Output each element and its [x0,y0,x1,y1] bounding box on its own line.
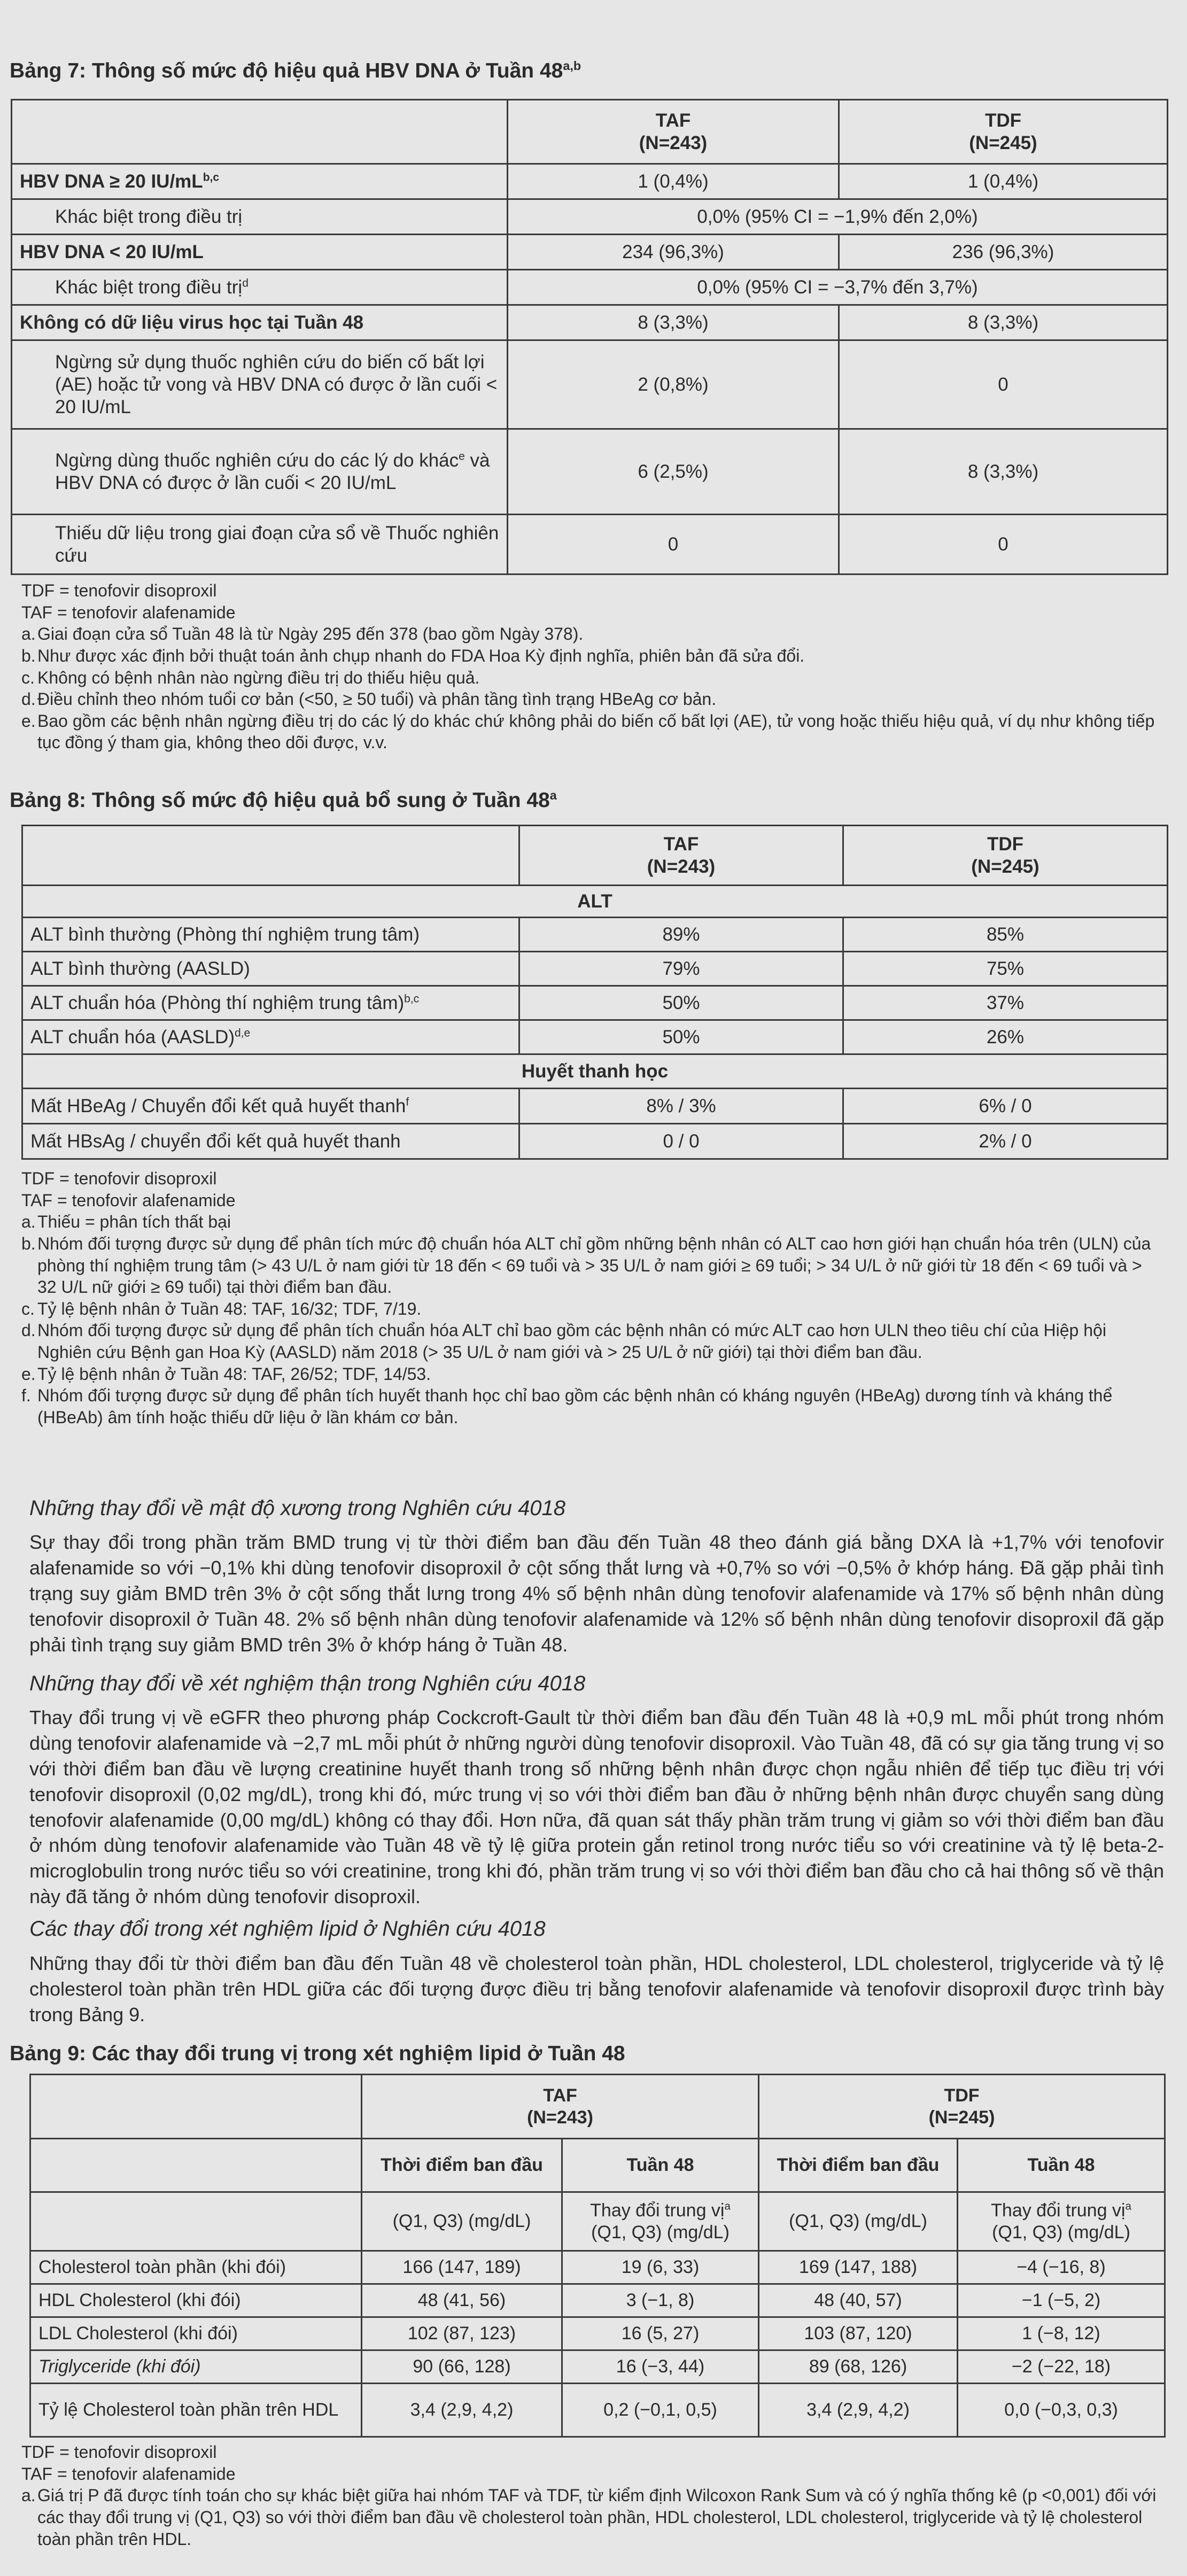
table7-notes: TDF = tenofovir disoproxil TAF = tenofovir alafenamide a. Giai đoạn cửa sổ Tuần 48 là từ Ngày 295 đến 378 (bao gồm Ngày 378). b. Như được xác định bởi thuật toán ảnh chụp nhanh do FDA Hoa Kỳ định nghĩa, phiên bản đã sửa đổi. c. Không có bệnh nhân nào ngừng điều trị do thiếu hiệu quả. d. Điều chỉnh theo nhóm tuổi cơ bản (<50, ≥ 50 tuổi) và phân tầng tình trạng HBeAg cơ bản. e. Bao gồm các bệnh nhân ngừng điều trị do các lý do khác chứ không phải do biến cố bất lợi (AE), tử vong hoặc thiếu hiệu quả, ví dụ như không tiếp tục đồng ý tham gia, không theo dõi được, v.v. [21,580,1165,754]
footnote: d. Điều chỉnh theo nhóm tuổi cơ bản (<50, ≥ 50 tuổi) và phân tầng tình trạng HBeAg cơ bản. [21,689,717,709]
table8 [21,825,1168,1160]
table-row: HDL Cholesterol (khi đói) 48 (41, 56) 3 (−1, 8) 48 (40, 57) −1 (−5, 2) [30,2284,1165,2317]
table9-header-row-3: (Q1, Q3) (mg/dL) Thay đổi trung vị$^a$ (Q1, Q3) (mg/dL) (Q1, Q3) (mg/dL) Thay đổi trung vị$^a$ (Q1, Q3) (mg/dL) [30,2192,1165,2251]
footnote: a. Giá trị P đã được tính toán cho sự khác biệt giữa hai nhóm TAF và TDF, từ kiểm định Wilcoxon Rank Sum và có ý nghĩa thống kê (p <0,001) đối với các thay đổi trung vị (Q1, Q3) so với thời điểm ban đầu về cholesterol toàn phần, HDL cholesterol, LDL cholesterol, triglyceride và tỷ lệ cholesterol toàn phần trên HDL. [21,2486,1157,2549]
table-row: ALT bình thường (AASLD) 79% 75% [22,952,1168,986]
renal-paragraph: Thay đổi trung vị về eGFR theo phương pháp Cockcroft-Gault từ thời điểm ban đầu đến Tuần 48 là +0,9 mL mỗi phút trong nhóm dùng tenofovir alafenamide và −2,7 mL mỗi phút ở những người dùng tenofovir disoproxil. Vào Tuần 48, đã có sự gia tăng trung vị so với thời điểm ban đầu về lượng creatinine huyết thanh trong số những bệnh nhân được chọn ngẫu nhiên để tiếp tục điều trị với tenofovir disoproxil (0,02 mg/dL), trong khi đó, mức trung vị so với thời điểm ban đầu ở những bệnh nhân được chuyển sang dùng tenofovir alafenamide (0,00 mg/dL) không có thay đổi. Hơn nữa, đã quan sát thấy phần trăm trung vị giảm so với thời điểm ban đầu ở nhóm dùng tenofovir alafenamide vào Tuần 48 về tỷ lệ giữa protein gắn retinol trong nước tiểu so với creatinine và tỷ lệ beta-2-microglobulin trong nước tiểu so với creatinine, trong khi đó, phần trăm trung vị so với thời điểm ban đầu cho cả hai thông số về thận này đã tăng ở nhóm dùng tenofovir disoproxil. [29,1706,1164,1908]
footnote: f. Nhóm đối tượng được sử dụng để phân tích huyết thanh học chỉ bao gồm các bệnh nhân có kháng nguyên (HBeAg) dương tính và kháng thể (HBeAb) âm tính hoặc thiếu dữ liệu ở lần khám cơ bản. [21,1386,1113,1427]
table9 [29,2074,1166,2438]
table7-title: Bảng 7: Thông số mức độ hiệu quả HBV DNA ở Tuần 48$^{a,b}$ [10,59,581,82]
footnote: e. Tỷ lệ bệnh nhân ở Tuần 48: TAF, 26/52; TDF, 14/53. [21,1364,431,1384]
table7-header-row [12,100,1168,164]
table8-section-serology: Huyết thanh học [22,1054,1168,1089]
footnote: e. Bao gồm các bệnh nhân ngừng điều trị do các lý do khác chứ không phải do biến cố bất lợi (AE), tử vong hoặc thiếu hiệu quả, ví dụ như không tiếp tục đồng ý tham gia, không theo dõi được, v.v. [21,711,1155,752]
table7 [11,99,1168,575]
footnote: b. Nhóm đối tượng được sử dụng để phân tích mức độ chuẩn hóa ALT chỉ gồm những bệnh nhân có ALT cao hơn giới hạn chuẩn hóa trên (ULN) của phòng thí nghiệm trung tâm (> 43 U/L ở nam giới từ 18 đến < 69 tuổi và > 35 U/L ở nam giới ≥ 69 tuổi; > 34 U/L ở nữ giới từ 18 đến < 69 tuổi và > 32 U/L nữ giới ≥ 69 tuổi) tại thời điểm ban đầu. [21,1233,1151,1297]
table9-header-row-2: Thời điểm ban đầu Tuần 48 Thời điểm ban đầu Tuần 48 [30,2139,1165,2192]
table-row: LDL Cholesterol (khi đói) 102 (87, 123) 16 (5, 27) 103 (87, 120) 1 (−8, 12) [30,2317,1165,2350]
footnote: a. Thiếu = phân tích thất bại [21,1212,231,1232]
lipid-heading: Các thay đổi trong xét nghiệm lipid ở Nghiên cứu 4018 [29,1917,546,1941]
table-row: ALT chuẩn hóa (AASLD)$^{d,e}$ 50% 26% [22,1020,1168,1054]
footnote: a. Giai đoạn cửa sổ Tuần 48 là từ Ngày 295 đến 378 (bao gồm Ngày 378). [21,624,584,644]
table-row: Mất HBeAg / Chuyển đổi kết quả huyết thanh$^f$ 8% / 3% 6% / 0 [22,1089,1168,1124]
table8-header-row: TAF (N=243) TDF (N=245) [22,826,1168,886]
table-row: Không có dữ liệu virus học tại Tuần 48 8 (3,3%) 8 (3,3%) [12,305,1168,340]
lipid-paragraph: Những thay đổi từ thời điểm ban đầu đến Tuần 48 về cholesterol toàn phần, HDL cholesterol, LDL cholesterol, triglyceride và tỷ lệ cholesterol toàn phần trên HDL giữa các đối tượng được điều trị bằng tenofovir alafenamide và tenofovir disoproxil được trình bày trong Bảng 9. [29,1952,1164,2026]
table8-section-alt: ALT [22,886,1168,918]
table-row: Thiếu dữ liệu trong giai đoạn cửa sổ về Thuốc nghiên cứu 0 0 [12,515,1168,575]
table-row: Khác biệt trong điều trị$^d$ 0,0% (95% CI = −3,7% đến 3,7%) [12,270,1168,305]
footnote: d. Nhóm đối tượng được sử dụng để phân tích chuẩn hóa ALT chỉ bao gồm các bệnh nhân có mức ALT cao hơn ULN theo tiêu chí của Hiệp hội Nghiên cứu Bệnh gan Hoa Kỳ (AASLD) năm 2018 (> 35 U/L ở nam giới và > 25 U/L ở nữ giới) tại thời điểm ban đầu. [21,1321,1106,1362]
table-row: Cholesterol toàn phần (khi đói) 166 (147, 189) 19 (6, 33) 169 (147, 188) −4 (−16, 8) [30,2251,1165,2284]
table-row: HBV DNA ≥ 20 IU/mL$^{b,c}$ 1 (0,4%) 1 (0,4%) [12,164,1168,199]
table9-title: Bảng 9: Các thay đổi trung vị trong xét nghiệm lipid ở Tuần 48 [10,2042,625,2065]
table7-col-taf: TAF (N=243) [508,100,839,164]
footnote: b. Như được xác định bởi thuật toán ảnh chụp nhanh do FDA Hoa Kỳ định nghĩa, phiên bản đã sửa đổi. [21,646,805,665]
table9-notes: TDF = tenofovir disoproxil TAF = tenofovir alafenamide a. Giá trị P đã được tính toán cho sự khác biệt giữa hai nhóm TAF và TDF, từ kiểm định Wilcoxon Rank Sum và có ý nghĩa thống kê (p <0,001) đối với các thay đổi trung vị (Q1, Q3) so với thời điểm ban đầu về cholesterol toàn phần, HDL cholesterol, LDL cholesterol, triglyceride và tỷ lệ cholesterol toàn phần trên HDL. [21,2441,1165,2550]
renal-heading: Những thay đổi về xét nghiệm thận trong Nghiên cứu 4018 [29,1672,586,1695]
table7-col-tdf: TDF (N=245) [839,100,1168,164]
bmd-heading: Những thay đổi về mật độ xương trong Nghiên cứu 4018 [29,1496,566,1520]
table-row: HBV DNA < 20 IU/mL 234 (96,3%) 236 (96,3%) [12,235,1168,270]
table-row: Khác biệt trong điều trị 0,0% (95% CI = −1,9% đến 2,0%) [12,199,1168,235]
table8-title: Bảng 8: Thông số mức độ hiệu quả bổ sung ở Tuần 48$^a$ [10,788,557,812]
footnote: c. Không có bệnh nhân nào ngừng điều trị do thiếu hiệu quả. [21,668,480,687]
table-row: ALT chuẩn hóa (Phòng thí nghiệm trung tâm)$^{b,c}$ 50% 37% [22,986,1168,1020]
bmd-paragraph: Sự thay đổi trong phần trăm BMD trung vị từ thời điểm ban đầu đến Tuần 48 theo đánh giá bằng DXA là +1,7% với tenofovir alafenamide so với −0,1% khi dùng tenofovir disoproxil ở cột sống thắt lưng và +0,7% so với −0,5% ở khớp háng. Đã gặp phải tình trạng suy giảm BMD trên 3% ở cột sống thắt lưng trong 4% số bệnh nhân dùng tenofovir alafenamide và 17% số bệnh nhân dùng tenofovir disoproxil ở Tuần 48. 2% số bệnh nhân dùng tenofovir alafenamide và 12% số bệnh nhân dùng tenofovir disoproxil đã gặp phải tình trạng suy giảm BMD trên 3% ở khớp háng ở Tuần 48. [29,1531,1164,1656]
table-row: Triglyceride (khi đói) 90 (66, 128) 16 (−3, 44) 89 (68, 126) −2 (−22, 18) [30,2350,1165,2384]
table9-header-row-1: TAF (N=243) TDF (N=245) [30,2075,1165,2139]
table-row: ALT bình thường (Phòng thí nghiệm trung tâm) 89% 85% [22,918,1168,952]
table8-notes: TDF = tenofovir disoproxil TAF = tenofovir alafenamide a. Thiếu = phân tích thất bại b. Nhóm đối tượng được sử dụng để phân tích mức độ chuẩn hóa ALT chỉ gồm những bệnh nhân có ALT cao hơn giới hạn chuẩn hóa trên (ULN) của phòng thí nghiệm trung tâm (> 43 U/L ở nam giới từ 18 đến < 69 tuổi và > 35 U/L ở nam giới ≥ 69 tuổi; > 34 U/L ở nữ giới từ 18 đến < 69 tuổi và > 32 U/L nữ giới ≥ 69 tuổi) tại thời điểm ban đầu. c. Tỷ lệ bệnh nhân ở Tuần 48: TAF, 16/32; TDF, 7/19. d. Nhóm đối tượng được sử dụng để phân tích chuẩn hóa ALT chỉ bao gồm các bệnh nhân có mức ALT cao hơn ULN theo tiêu chí của Hiệp hội Nghiên cứu Bệnh gan Hoa Kỳ (AASLD) năm 2018 (> 35 U/L ở nam giới và > 25 U/L ở nữ giới) tại thời điểm ban đầu. e. Tỷ lệ bệnh nhân ở Tuần 48: TAF, 26/52; TDF, 14/53. f. Nhóm đối tượng được sử dụng để phân tích huyết thanh học chỉ bao gồm các bệnh nhân có kháng nguyên (HBeAg) dương tính và kháng thể (HBeAb) âm tính hoặc thiếu dữ liệu ở lần khám cơ bản. [21,1168,1165,1429]
table-row: Tỷ lệ Cholesterol toàn phần trên HDL 3,4 (2,9, 4,2) 0,2 (−0,1, 0,5) 3,4 (2,9, 4,2) 0,0 (−0,3, 0,3) [30,2384,1165,2437]
table-row: Mất HBsAg / chuyển đổi kết quả huyết thanh 0 / 0 2% / 0 [22,1124,1168,1159]
table-row: Ngừng dùng thuốc nghiên cứu do các lý do khác$^e$ và HBV DNA có được ở lần cuối < 20 IU/mL 6 (2,5%) 8 (3,3%) [12,429,1168,515]
footnote: c. Tỷ lệ bệnh nhân ở Tuần 48: TAF, 16/32; TDF, 7/19. [21,1299,422,1318]
table-row: Ngừng sử dụng thuốc nghiên cứu do biến cố bất lợi (AE) hoặc tử vong và HBV DNA có được ở lần cuối < 20 IU/mL 2 (0,8%) 0 [12,340,1168,429]
